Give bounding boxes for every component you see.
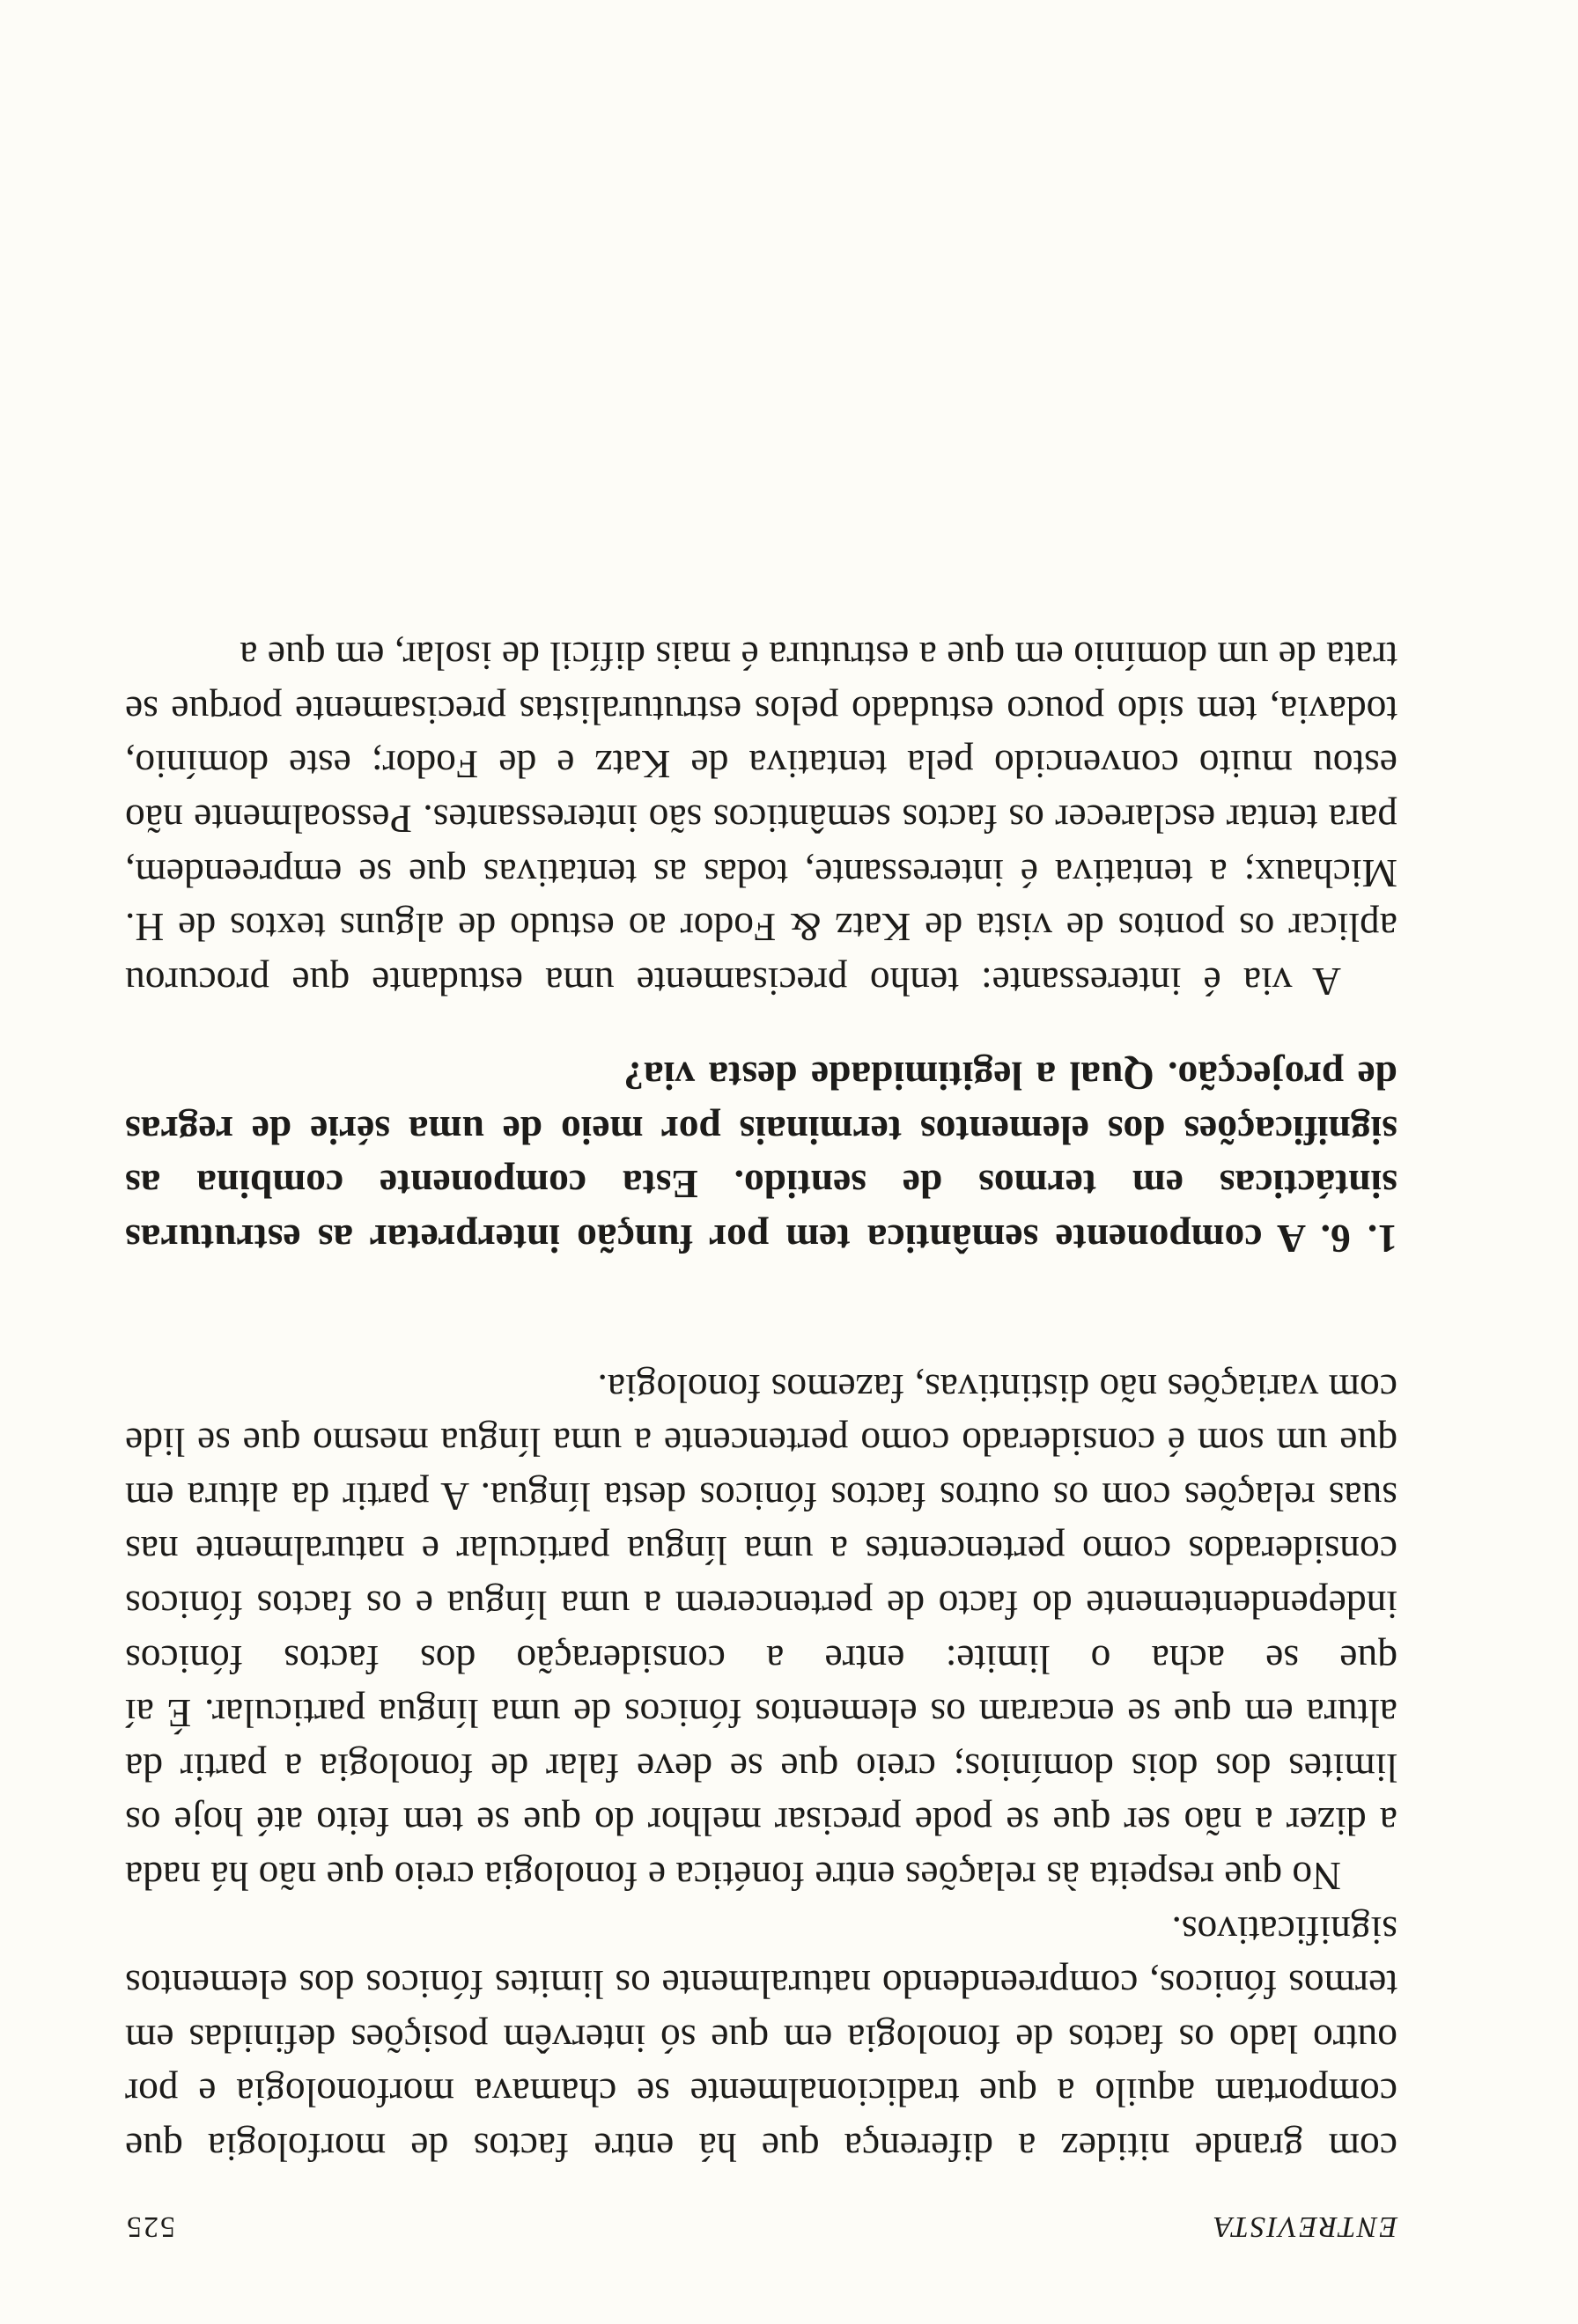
- running-head-title: ENTREVISTA: [1212, 2210, 1397, 2243]
- body-text: [125, 629, 1397, 2174]
- interview-question: 1. 6. A componente semântica tem por função interpretar as estruturas sintácticas em termos de sentido. Esta componente combina as significações dos elementos terminais por meio de uma série de regras de projecção. Qual a legitimidade desta via?: [125, 1054, 1397, 1262]
- running-head: [125, 2199, 1397, 2243]
- paragraph-phonology: No que respeita às relações entre fonética e fonologia creio que não há nada a dizer a não ser que se pode precisar melhor do que se tem feito até hoje os limites dos dois domínios; creio que se deve falar de fonologia a partir da altura em que se encaram os elementos fónicos de uma língua particular. É aí que se acha o limite: entre a consideração dos factos fónicos independentemente do facto de pertencerem a uma língua e os factos fónicos considerados como pertencentes a uma língua particular e naturalmente nas suas relações com os outros factos fónicos desta língua. A partir da altura em que um som é considerado como pertencente a uma língua mesmo que se lide com variações não distintivas, fazemos fonologia.: [125, 1365, 1397, 1900]
- paragraph-continuation: com grande nitidez a diferença que há entre factos de morfologia que comportam aquilo a que tradicionalmente se chamava morfonologia e por outro lado os factos de fonologia em que só intervêm posições definidas em termos fónicos, compreendendo naturalmente os limites fónicos dos elementos significativos.: [125, 1908, 1397, 2170]
- paragraph-answer: A via é interessante: tenho precisamente uma estudante que procurou aplicar os pontos de vista de Katz & Fodor ao estudo de alguns textos de H. Michaux; a tentativa é interessante, todas as tentativas que se empreendem, para tentar esclarecer os factos semânticos são interessantes. Pessoalmente não estou muito convencido pela tentativa de Katz e de Fodor; este domínio, todavia, tem sido pouco estudado pelos estruturalistas precisamente porque se trata de um domínio em que a estrutura é mais difícil de isolar, em que a: [125, 634, 1397, 1004]
- page-number: 525: [125, 2210, 175, 2243]
